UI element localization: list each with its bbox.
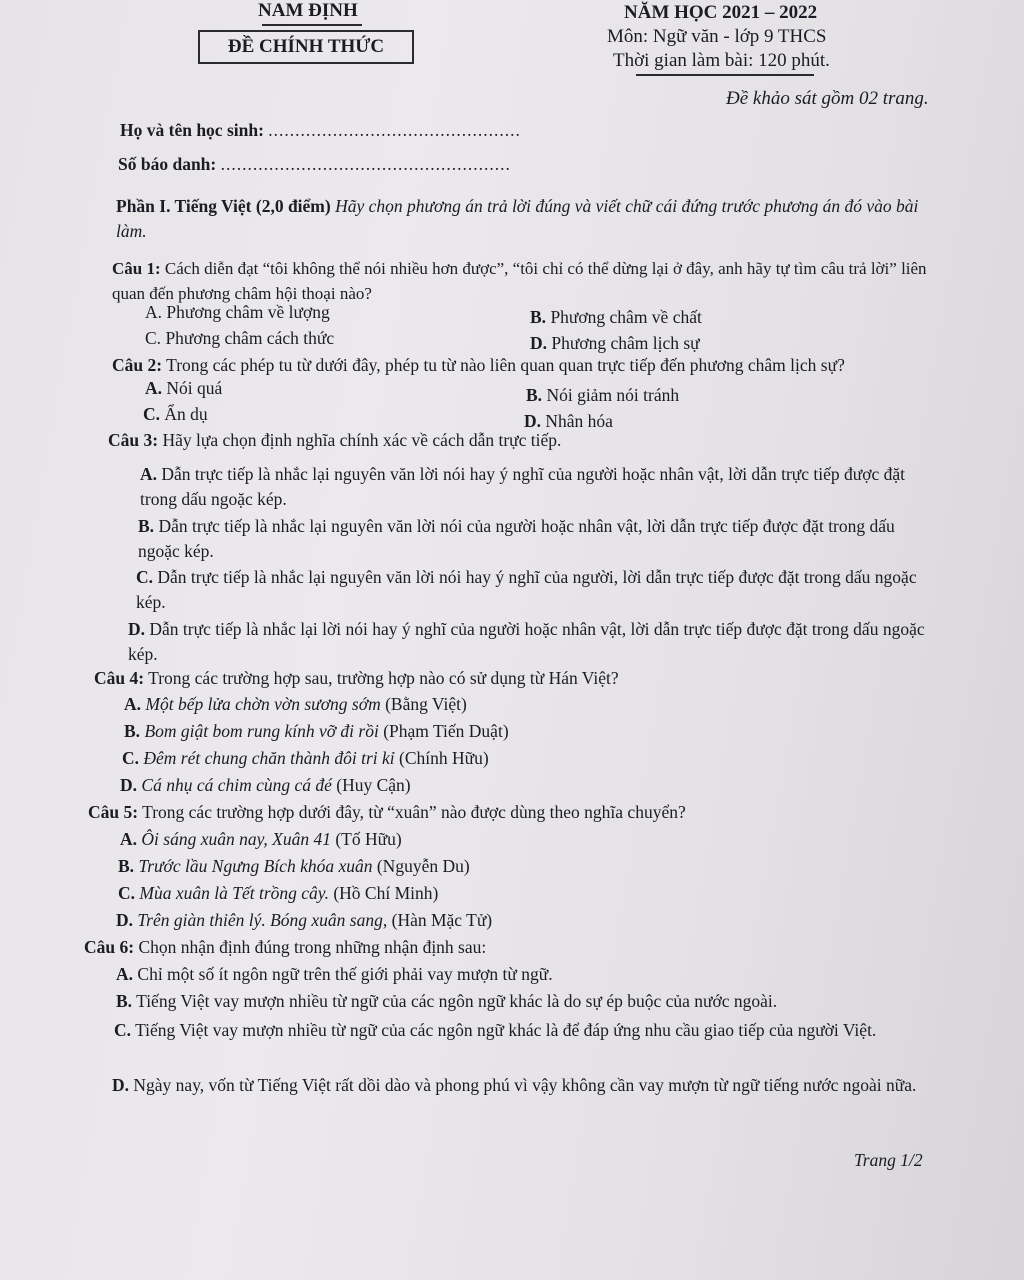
- q6-option-a: A. Chỉ một số ít ngôn ngữ trên thế giới phải vay mượn từ ngữ.: [116, 964, 553, 984]
- q1-option-d: D. Phương châm lịch sự: [530, 333, 700, 353]
- q6-option-b: B. Tiếng Việt vay mượn nhiều từ ngữ của các ngôn ngữ khác là do sự ép buộc của nước ngoài.: [116, 991, 778, 1011]
- student-name-row: [120, 120, 521, 141]
- q2-option-b: B. Nói giảm nói tránh: [526, 385, 680, 405]
- pages-note: Đề khảo sát gồm 02 trang.: [726, 88, 929, 109]
- question-text: Cách diễn đạt “tôi không thể nói nhiều hơn được”, “tôi chỉ có thể dừng lại ở đây, anh hãy tự tìm câu trả lời” liên quan đến phương châm hội thoại nào?: [112, 259, 927, 303]
- q1-option-b: B. Phương châm về chất: [530, 307, 702, 327]
- official-label: ĐỀ CHÍNH THỨC: [198, 30, 414, 64]
- q4-option-b: B. Bom giật bom rung kính vỡ đi rồi (Phạm Tiến Duật): [124, 721, 509, 741]
- part1-title: Phần I. Tiếng Việt (2,0 điểm): [116, 196, 331, 216]
- question-1: [112, 256, 947, 306]
- student-id-dots: ......................................................: [220, 154, 511, 174]
- q5-option-a: A. Ôi sáng xuân nay, Xuân 41 (Tố Hữu): [120, 829, 402, 849]
- q3-option-d: D. Dẫn trực tiếp là nhắc lại lời nói hay ý nghĩ của người hoặc nhân vật, lời dẫn trực tiếp được đặt trong dấu ngoặc kép.: [128, 619, 925, 664]
- q2-option-d: D. Nhân hóa: [524, 411, 613, 431]
- q3-option-c: C. Dẫn trực tiếp là nhắc lại nguyên văn lời nói hay ý nghĩ của người, lời dẫn trực tiếp được đặt trong dấu ngoặc kép.: [136, 567, 917, 612]
- question-5: Câu 5: Trong các trường hợp dưới đây, từ “xuân” nào được dùng theo nghĩa chuyển?: [88, 802, 686, 822]
- question-4: Câu 4: Trong các trường hợp sau, trường hợp nào có sử dụng từ Hán Việt?: [94, 668, 619, 688]
- q4-option-a: A. Một bếp lửa chờn vờn sương sớm (Bằng Việt): [124, 694, 467, 714]
- province-underline: [262, 24, 362, 26]
- header-underline: [636, 74, 814, 76]
- q1-option-a: A. Phương châm về lượng: [145, 302, 330, 322]
- question-label: Câu 1:: [112, 259, 161, 278]
- q4-option-c: C. Đêm rét chung chăn thành đôi tri kỉ (Chính Hữu): [122, 748, 489, 768]
- student-name-label: Họ và tên học sinh:: [120, 120, 264, 140]
- q5-option-b: B. Trước lầu Ngưng Bích khóa xuân (Nguyễn Du): [118, 856, 470, 876]
- question-2: Câu 2: Trong các phép tu từ dưới đây, phép tu từ nào liên quan quan trực tiếp đến phương châm lịch sự?: [112, 355, 845, 375]
- q1-option-c: C. Phương châm cách thức: [145, 328, 335, 348]
- page-number: Trang 1/2: [854, 1150, 923, 1170]
- question-6: Câu 6: Chọn nhận định đúng trong những nhận định sau:: [84, 937, 487, 957]
- q3-option-a: A. Dẫn trực tiếp là nhắc lại nguyên văn lời nói hay ý nghĩ của người hoặc nhân vật, lời dẫn trực tiếp được đặt trong dấu ngoặc kép.: [140, 464, 906, 509]
- q3-option-b: B. Dẫn trực tiếp là nhắc lại nguyên văn lời nói của người hoặc nhân vật, lời dẫn trực tiếp được đặt trong dấu ngoặc kép.: [138, 516, 895, 561]
- question-3: Câu 3: Hãy lựa chọn định nghĩa chính xác về cách dẫn trực tiếp.: [108, 430, 562, 450]
- student-name-dots: ...............................................: [268, 120, 521, 140]
- q6-option-c: C. Tiếng Việt vay mượn nhiều từ ngữ của các ngôn ngữ khác là để đáp ứng nhu cầu giao tiếp của người Việt.: [114, 1020, 877, 1040]
- part1-instruction: Hãy chọn phương án trả lời đúng và viết chữ cái đứng trước phương án đó vào bài làm.: [116, 196, 919, 241]
- q2-option-c: C. Ẩn dụ: [143, 404, 208, 424]
- q5-option-d: D. Trên giàn thiên lý. Bóng xuân sang, (Hàn Mặc Tử): [116, 910, 493, 930]
- q5-option-c: C. Mùa xuân là Tết trồng cây. (Hồ Chí Minh): [118, 883, 439, 903]
- province-name: NAM ĐỊNH: [258, 0, 358, 21]
- part1-heading: [116, 194, 946, 244]
- school-year: NĂM HỌC 2021 – 2022: [624, 2, 818, 23]
- q6-option-d: D. Ngày nay, vốn từ Tiếng Việt rất dồi dào và phong phú vì vậy không cần vay mượn từ ngữ tiếng nước ngoài nữa.: [112, 1075, 917, 1095]
- subject-line: Môn: Ngữ văn - lớp 9 THCS: [607, 26, 827, 47]
- student-id-row: [118, 154, 511, 175]
- q2-option-a: A. Nói quá: [145, 378, 223, 398]
- q4-option-d: D. Cá nhụ cá chim cùng cá đé (Huy Cận): [120, 775, 411, 795]
- student-id-label: Số báo danh:: [118, 154, 217, 174]
- duration-line: Thời gian làm bài: 120 phút.: [613, 50, 830, 71]
